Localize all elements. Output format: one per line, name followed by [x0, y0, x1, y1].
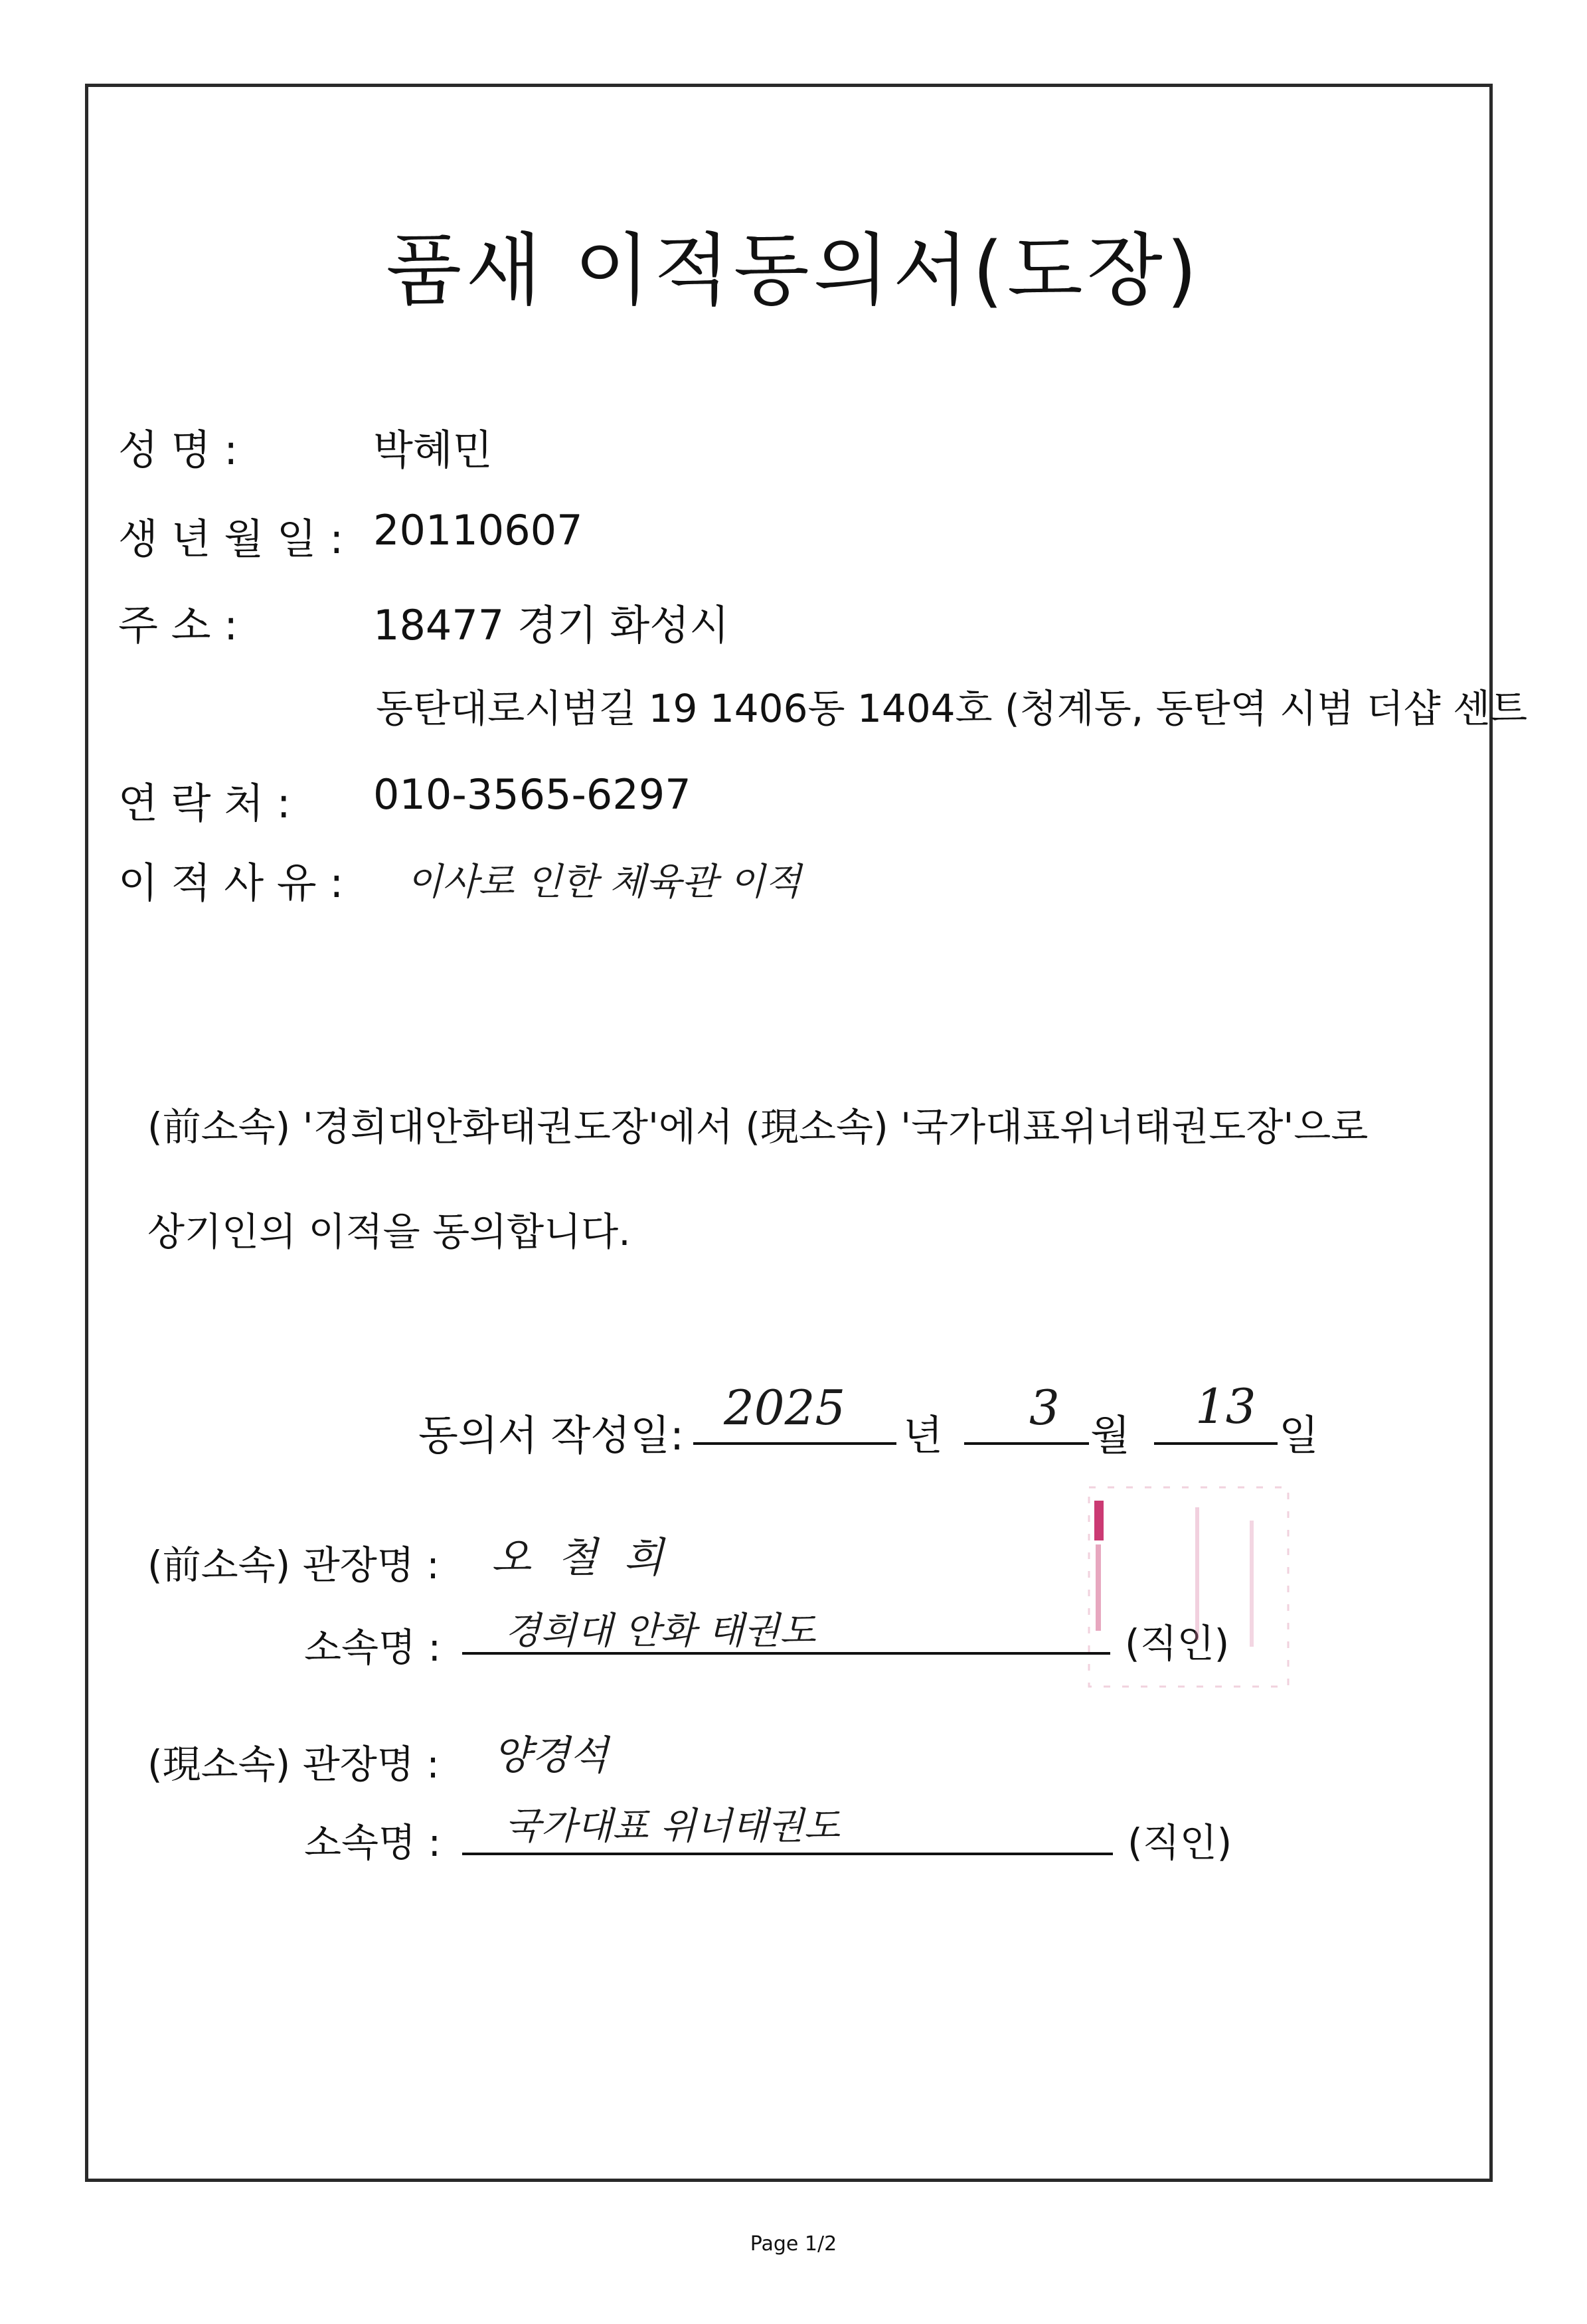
day-unit: 일 — [1279, 1411, 1319, 1459]
prev-seal-label: (직인) — [1125, 1621, 1230, 1666]
birth-value: 20110607 — [373, 506, 583, 554]
seal-stamp — [1076, 1481, 1301, 1700]
year-unit: 년 — [903, 1411, 943, 1459]
address-line1: 18477 경기 화성시 — [373, 601, 730, 649]
curr-org-value: 국가대표 위너태권도 — [505, 1805, 840, 1848]
name-label: 성 명 : — [118, 426, 238, 474]
prev-director: 오 철 희 — [491, 1533, 671, 1582]
date-month: 3 — [1029, 1380, 1060, 1436]
month-blank — [964, 1442, 1089, 1445]
prev-org-label: 소속명 : — [304, 1625, 442, 1670]
address-line2: 동탄대로시범길 19 1406동 1404호 (청계동, 동탄역 시범 더샵 센트 — [376, 686, 1528, 731]
consent-line1: (前소속) '경희대안화태권도장'에서 (現소속) '국가대표위너태권도장'으로 — [147, 1104, 1369, 1149]
day-blank — [1154, 1442, 1278, 1445]
birth-label: 생 년 월 일 : — [118, 515, 344, 563]
consent-line2: 상기인의 이적을 동의합니다. — [147, 1209, 631, 1254]
curr-director: 양경석 — [493, 1732, 608, 1779]
name-value: 박혜민 — [373, 426, 493, 474]
contact-label: 연 락 처 : — [118, 779, 291, 827]
curr-org-label: 소속명 : — [304, 1820, 442, 1865]
page-number: Page 1/2 — [750, 2232, 837, 2256]
date-day: 13 — [1195, 1378, 1256, 1434]
prev-affil-label: (前소속) 관장명 : — [147, 1542, 440, 1588]
year-blank — [693, 1442, 896, 1445]
prev-org-value: 경희대 안화 태권도 — [505, 1610, 816, 1653]
reason-value: 이사로 인한 체육관 이적 — [406, 861, 801, 904]
curr-seal-label: (직인) — [1128, 1820, 1232, 1865]
date-label: 동의서 작성일: — [418, 1411, 684, 1459]
curr-affil-label: (現소속) 관장명 : — [147, 1742, 440, 1787]
month-unit: 월 — [1090, 1411, 1130, 1459]
date-year: 2025 — [724, 1380, 846, 1436]
curr-org-blank — [462, 1853, 1113, 1855]
document-title: 품새 이적동의서(도장) — [386, 224, 1201, 316]
reason-label: 이 적 사 유 : — [118, 859, 344, 907]
contact-value: 010-3565-6297 — [373, 770, 691, 819]
address-label: 주 소 : — [118, 601, 238, 649]
